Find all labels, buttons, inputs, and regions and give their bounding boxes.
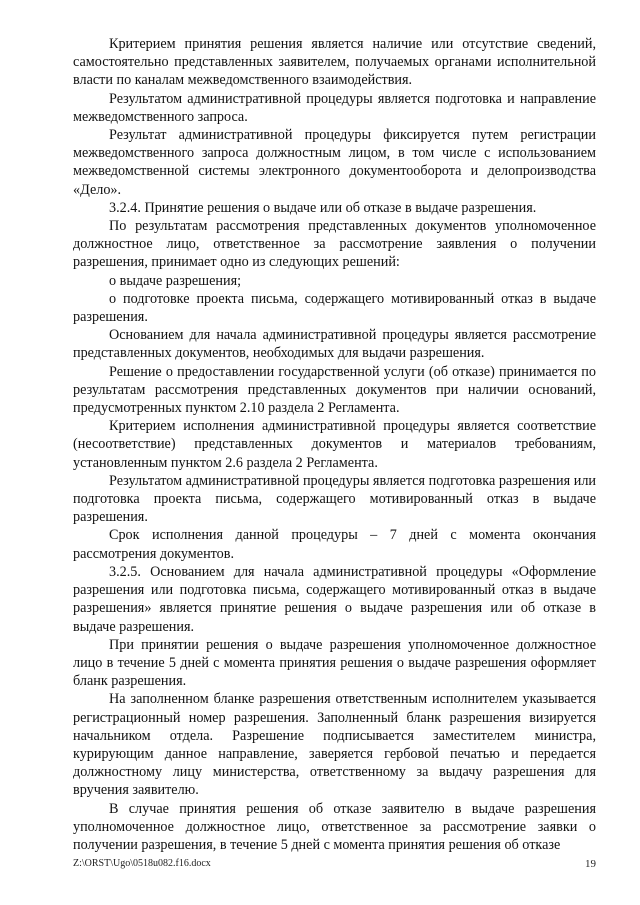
paragraph: Основанием для начала административной процедуры является рассмотрение представленных документов, необходимых для выдачи разрешения.: [73, 327, 596, 362]
list-item: о подготовке проекта письма, содержащего мотивированный отказ в выдаче разрешения.: [73, 290, 596, 326]
paragraph: Решение о предоставлении государственной услуги (об отказе) принимается по результатам рассмотрения представленных документов при наличии оснований, предусмотренных пунктом 2.10 раздела 2 Регламента.: [73, 363, 596, 417]
paragraph: На заполненном бланке разрешения ответственным исполнителем указывается регистрационный номер разрешения. Заполненный бланк разрешения визируется начальником отдела. Разрешение подписывается заместителем министра, курирующим данное направление, заверяется гербовой печатью и передается должностному лицу министерства, ответственному за выдачу разрешения для вручения заявителю.: [73, 691, 596, 799]
paragraph: По результатам рассмотрения представленных документов уполномоченное должностное лицо, ответственное за рассмотрение заявления о получении разрешения, принимает одно из следующих решений:: [73, 218, 596, 271]
section-heading: 3.2.5. Основанием для начала административной процедуры «Оформление разрешения или подготовка письма, содержащего мотивированный отказ в выдаче разрешения» является принятие решения о выдаче разрешения или об отказе в выдаче разрешения.: [73, 563, 596, 635]
page-number: 19: [585, 858, 596, 870]
file-path: Z:\ORST\Ugo\0518u082.f16.docx: [73, 858, 211, 869]
paragraph: При принятии решения о выдаче разрешения уполномоченное должностное лицо в течение 5 дней с момента принятия решения о выдаче разрешения оформляет бланк разрешения.: [73, 636, 596, 690]
paragraph: В случае принятия решения об отказе заявителю в выдаче разрешения уполномоченное должностное лицо, ответственное за рассмотрение заявки о получении разрешения, в течение 5 дней с момента принятия решения об отказе: [73, 800, 596, 853]
paragraph: Результат административной процедуры фиксируется путем регистрации межведомственного запроса должностным лицом, в том числе с использованием межведомственной системы электронного документооборота и делопроизводства «Дело».: [73, 127, 596, 198]
paragraph: Критерием принятия решения является наличие или отсутствие сведений, самостоятельно представленных заявителем, получаемых органами исполнительной власти по каналам межведомственного взаимодействия.: [73, 36, 596, 89]
paragraph: Срок исполнения данной процедуры – 7 дней с момента окончания рассмотрения документов.: [73, 527, 596, 562]
list-item: о выдаче разрешения;: [109, 272, 242, 289]
paragraph: Результатом административной процедуры является подготовка и направление межведомственного запроса.: [73, 90, 596, 125]
paragraph: Критерием исполнения административной процедуры является соответствие (несоответствие) представленных документов и материалов требованиям, установленным пунктом 2.6 раздела 2 Регламента.: [73, 418, 596, 471]
section-heading: 3.2.4. Принятие решения о выдаче или об отказе в выдаче разрешения.: [109, 199, 537, 216]
paragraph: Результатом административной процедуры является подготовка разрешения или подготовка проекта письма, содержащего мотивированный отказ в выдаче разрешения.: [73, 472, 596, 526]
document-body: [73, 35, 596, 854]
